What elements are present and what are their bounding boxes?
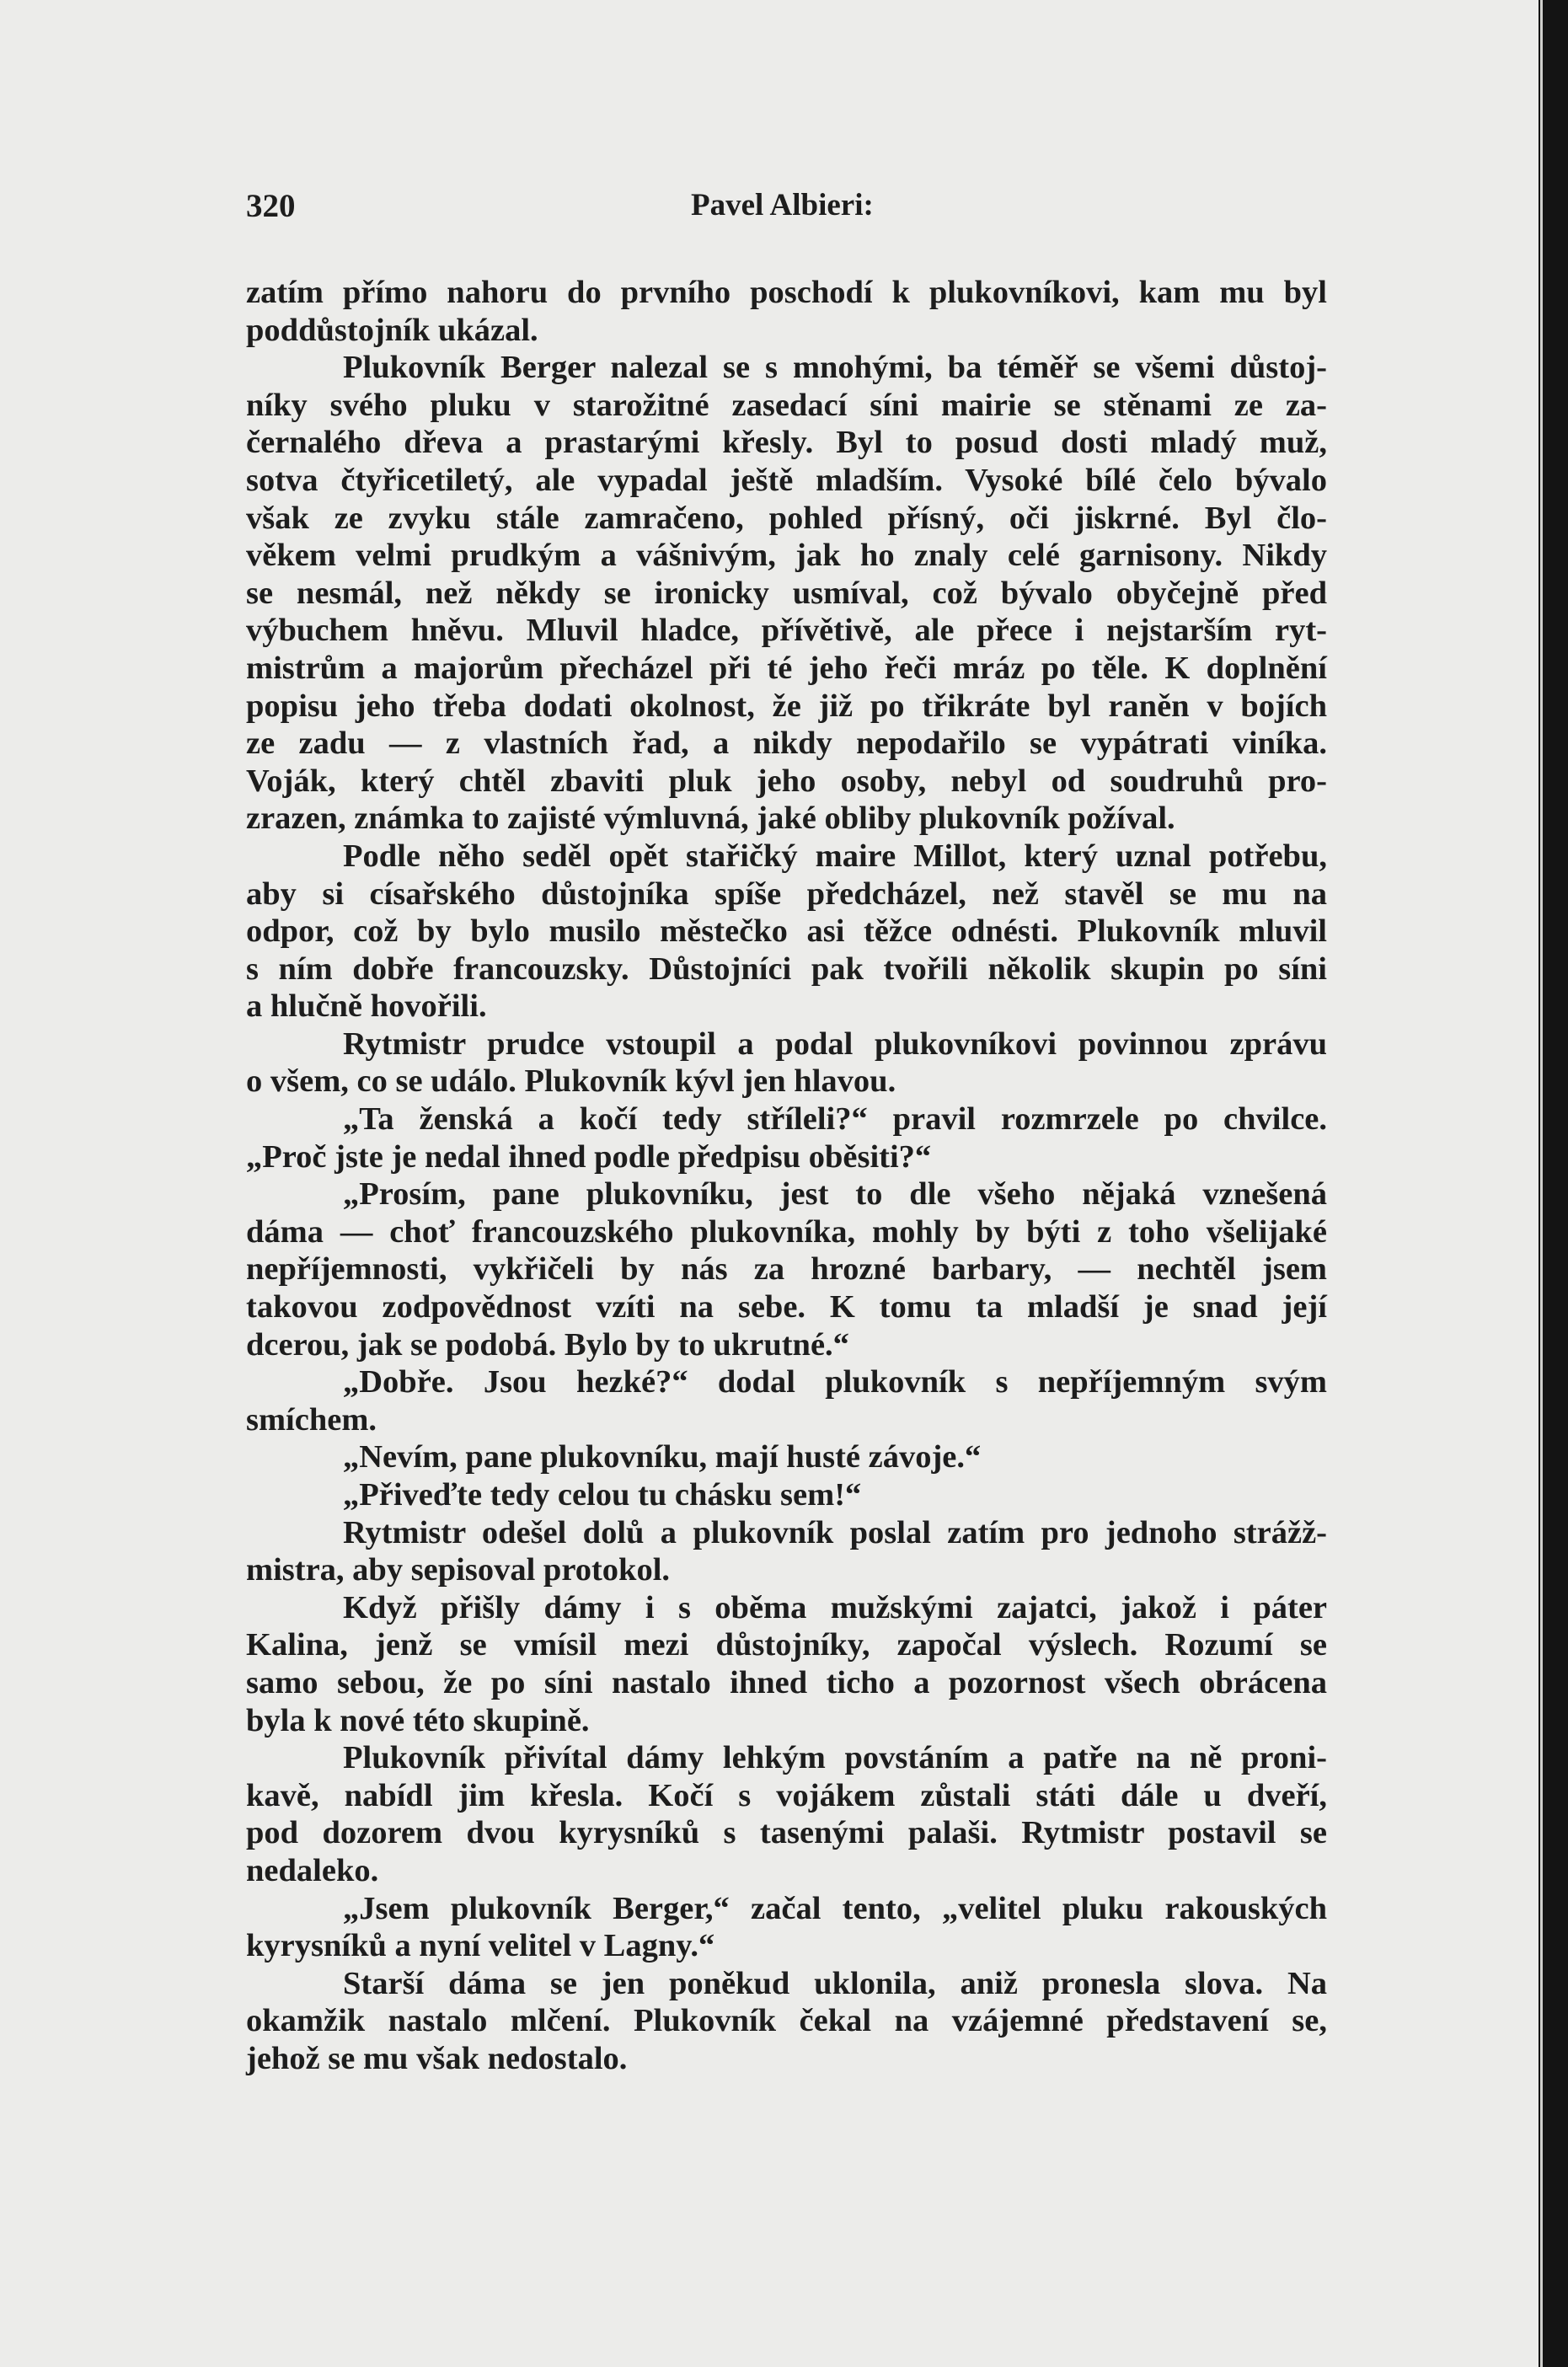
- text-line: kyrysníků a nyní velitel v Lagny.“: [246, 1928, 715, 1964]
- text-line: Voják, který chtěl zbaviti pluk jeho osoby, nebyl od soudruhů pro-: [246, 763, 1327, 799]
- text-line: takovou zodpovědnost vzíti na sebe. K tomu ta mladší je snad její: [246, 1289, 1327, 1325]
- text-line: aby si císařského důstojníka spíše předcházel, než stavěl se mu na: [246, 876, 1327, 912]
- paragraph: [246, 1476, 1327, 1514]
- paragraph: [246, 349, 1327, 838]
- text-line: Kalina, jenž se vmísil mezi důstojníky, započal výslech. Rozumí se: [246, 1627, 1327, 1663]
- paragraph: [246, 1363, 1327, 1438]
- paragraph: [246, 1965, 1327, 2078]
- text-line: sotva čtyřicetiletý, ale vypadal ještě mladším. Vysoké bílé čelo bývalo: [246, 462, 1327, 498]
- text-line: ze zadu — z vlastních řad, a nikdy nepodařilo se vypátrati viníka.: [246, 726, 1327, 762]
- text-line: Plukovník Berger nalezal se s mnohými, ba téměř se všemi důstoj-: [343, 350, 1327, 386]
- page-header: [246, 187, 1341, 238]
- text-line: však ze zvyku stále zamračeno, pohled přísný, oči jiskrné. Byl člo-: [246, 500, 1327, 536]
- text-line: odpor, což by bylo musilo městečko asi těžce odnésti. Plukovník mluvil: [246, 913, 1327, 950]
- text-line: Podle něho seděl opět stařičký maire Millot, který uznal potřebu,: [343, 838, 1327, 874]
- text-line: o všem, co se událo. Plukovník kývl jen hlavou.: [246, 1063, 896, 1100]
- text-line: nedaleko.: [246, 1852, 379, 1888]
- paragraph: [246, 1175, 1327, 1363]
- body-text: [246, 274, 1327, 2078]
- text-line: se nesmál, než někdy se ironicky usmíval, což bývalo obyčejně před: [246, 575, 1327, 611]
- text-line: „Proč jste je nedal ihned podle předpisu oběsiti?“: [246, 1138, 932, 1175]
- page-number: 320: [246, 188, 296, 224]
- text-line: nepříjemnosti, vykřičeli by nás za hrozné barbary, — nechtěl jsem: [246, 1251, 1327, 1288]
- text-line: samo sebou, že po síni nastalo ihned ticho a pozornost všech obrácena: [246, 1664, 1327, 1700]
- paragraph: [246, 1739, 1327, 1889]
- text-line: Plukovník přivítal dámy lehkým povstáním a patře na ně proni-: [343, 1740, 1327, 1776]
- paragraph: [246, 1514, 1327, 1589]
- text-line: dáma — choť francouzského plukovníka, mohly by býti z toho všelijaké: [246, 1213, 1327, 1250]
- text-line: Starší dáma se jen poněkud uklonila, aniž pronesla slova. Na: [343, 1965, 1327, 2001]
- text-line: Rytmistr odešel dolů a plukovník poslal zatím pro jednoho strážž-: [343, 1514, 1327, 1550]
- paragraph: [246, 1026, 1327, 1100]
- text-line: Rytmistr prudce vstoupil a podal plukovníkovi povinnou zprávu: [343, 1026, 1327, 1062]
- text-line: „Přiveďte tedy celou tu chásku sem!“: [343, 1477, 862, 1513]
- paragraph: [246, 838, 1327, 1026]
- paragraph: [246, 1438, 1327, 1476]
- scan-edge-line: [1540, 0, 1543, 2367]
- text-line: Když přišly dámy i s oběma mužskými zajatci, jakož i páter: [343, 1589, 1327, 1625]
- paragraph: [246, 1589, 1327, 1739]
- text-line: kavě, nabídl jim křesla. Kočí s vojákem zůstali státi dále u dveří,: [246, 1777, 1327, 1813]
- text-line: s ním dobře francouzsky. Důstojníci pak tvořili několik skupin po síni: [246, 951, 1327, 987]
- text-line: smíchem.: [246, 1401, 377, 1438]
- text-line: zrazen, známka to zajisté výmluvná, jaké obliby plukovník požíval.: [246, 801, 1175, 837]
- text-line: a hlučně hovořili.: [246, 988, 487, 1025]
- text-line: popisu jeho třeba dodati okolnost, že již po třikráte byl raněn v bojích: [246, 688, 1327, 724]
- text-line: pod dozorem dvou kyrysníků s tasenými palaši. Rytmistr postavil se: [246, 1815, 1327, 1851]
- text-line: byla k nové této skupině.: [246, 1702, 590, 1738]
- text-line: „Prosím, pane plukovníku, jest to dle všeho nějaká vznešená: [343, 1176, 1327, 1213]
- scan-edge: [1539, 0, 1568, 2367]
- text-line: mistra, aby sepisoval protokol.: [246, 1552, 671, 1588]
- text-line: „Jsem plukovník Berger,“ začal tento, „velitel pluku rakouských: [343, 1890, 1327, 1926]
- text-line: poddůstojník ukázal.: [246, 312, 538, 348]
- text-line: „Dobře. Jsou hezké?“ dodal plukovník s nepříjemným svým: [343, 1364, 1327, 1400]
- text-line: dcerou, jak se podobá. Bylo by to ukrutné.“: [246, 1326, 849, 1363]
- text-line: zatím přímo nahoru do prvního poschodí k plukovníkovi, kam mu byl: [246, 275, 1327, 310]
- text-line: níky svého pluku v starožitné zasedací síni mairie se stěnami ze za-: [246, 387, 1327, 423]
- text-line: okamžik nastalo mlčení. Plukovník čekal na vzájemné představení se,: [246, 2003, 1327, 2039]
- text-line: výbuchem hněvu. Mluvil hladce, přívětivě, ale přece i nejstarším ryt-: [246, 613, 1327, 649]
- text-line: černalého dřeva a prastarými křesly. Byl to posud dosti mladý muž,: [246, 425, 1327, 461]
- text-line: věkem velmi prudkým a vášnivým, jak ho znaly celé garnisony. Nikdy: [246, 538, 1327, 574]
- paragraph: [246, 1100, 1327, 1175]
- text-line: mistrům a majorům přecházel při té jeho řeči mráz po těle. K doplnění: [246, 650, 1327, 686]
- text-line: „Nevím, pane plukovníku, mají husté závoje.“: [343, 1439, 982, 1475]
- paragraph: [246, 1890, 1327, 1965]
- paragraph: [246, 274, 1327, 349]
- text-line: jehož se mu však nedostalo.: [246, 2040, 628, 2076]
- running-head: Pavel Albieri:: [691, 188, 874, 222]
- text-line: „Ta ženská a kočí tedy stříleli?“ pravil rozmrzele po chvilce.: [343, 1101, 1327, 1138]
